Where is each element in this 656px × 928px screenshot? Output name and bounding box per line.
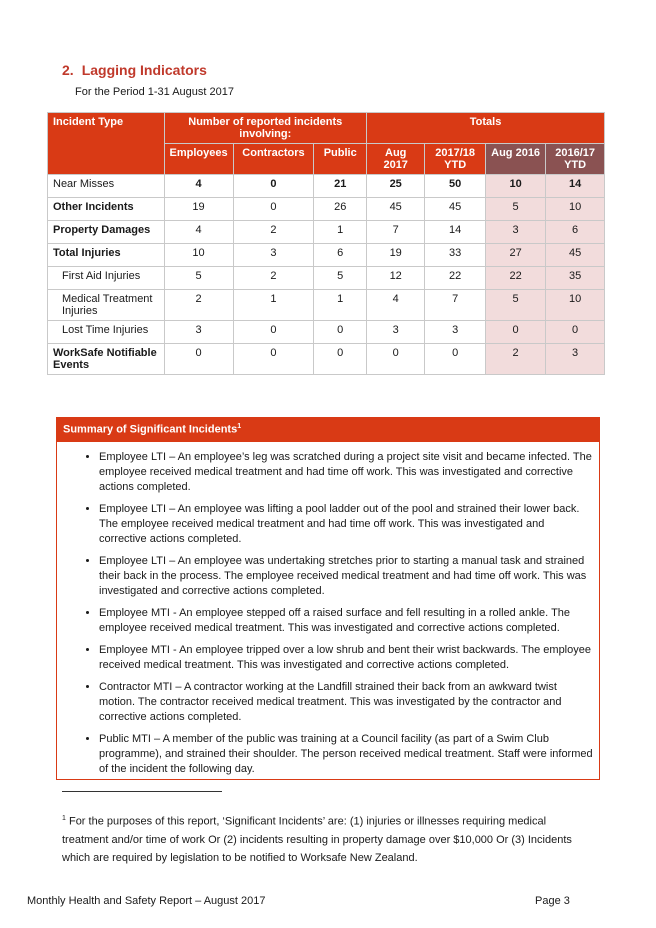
significant-incidents-box — [56, 417, 600, 780]
section-title: Lagging Indicators — [81, 62, 207, 78]
cell: 0 — [314, 344, 367, 375]
footnote-ref: 1 — [237, 423, 242, 430]
table-row — [48, 321, 605, 344]
row-label: Medical Treatment Injuries — [48, 290, 165, 321]
cell: 0 — [164, 344, 233, 375]
cell: 33 — [425, 244, 486, 267]
cell: 2 — [233, 267, 314, 290]
row-label: First Aid Injuries — [48, 267, 165, 290]
cell: 3 — [367, 321, 425, 344]
cell: 7 — [425, 290, 486, 321]
cell: 10 — [546, 198, 605, 221]
summary-heading — [57, 418, 599, 442]
cell: 0 — [233, 321, 314, 344]
header-incident-type: Incident Type — [48, 113, 165, 175]
cell: 0 — [425, 344, 486, 375]
cell: 5 — [164, 267, 233, 290]
row-label: Lost Time Injuries — [48, 321, 165, 344]
header-reported: Number of reported incidents involving: — [164, 113, 367, 144]
cell: 2 — [233, 221, 314, 244]
incident-list — [57, 450, 599, 777]
cell: 2 — [486, 344, 546, 375]
cell: 10 — [546, 290, 605, 321]
cell: 22 — [425, 267, 486, 290]
cell: 5 — [314, 267, 367, 290]
cell: 19 — [367, 244, 425, 267]
page-number: Page 3 — [535, 895, 570, 907]
cell: 6 — [546, 221, 605, 244]
cell: 3 — [425, 321, 486, 344]
list-item: • Contractor MTI – A contractor working at the Landfill strained their back from an awkward twist motion. The contractor received medical treatment. This was investigated by the contractor and corrective actions completed. — [99, 680, 593, 725]
subheader-public: Public — [314, 144, 367, 175]
table-row — [48, 221, 605, 244]
cell: 4 — [164, 221, 233, 244]
cell: 50 — [425, 175, 486, 198]
cell: 25 — [367, 175, 425, 198]
row-label: Near Misses — [48, 175, 165, 198]
section-heading — [62, 62, 207, 78]
cell: 5 — [486, 290, 546, 321]
header-totals: Totals — [367, 113, 605, 144]
cell: 7 — [367, 221, 425, 244]
cell: 2 — [164, 290, 233, 321]
list-item: • Employee LTI – An employee’s leg was scratched during a project site visit and became infected. The employee received medical treatment and had time off work. This was investigated and corrective actions completed. — [99, 450, 593, 495]
row-label: Total Injuries — [48, 244, 165, 267]
subheader-contractors: Contractors — [233, 144, 314, 175]
cell: 4 — [164, 175, 233, 198]
row-label: Other Incidents — [48, 198, 165, 221]
footer-title: Monthly Health and Safety Report – August 2017 — [27, 895, 266, 907]
list-item: • Employee LTI – An employee was lifting a pool ladder out of the pool and strained their lower back. The employee received medical treatment and had time off work. This was investigated and corrective actions completed. — [99, 502, 593, 547]
cell: 1 — [314, 221, 367, 244]
cell: 3 — [233, 244, 314, 267]
subheader-2017-18-ytd: 2017/18 YTD — [425, 144, 486, 175]
table-row — [48, 290, 605, 321]
list-item: • Employee LTI – An employee was undertaking stretches prior to starting a manual task and strained their back in the process. The employee received medical treatment and had time off work. This was investigated and corrective actions completed. — [99, 554, 593, 599]
cell: 0 — [486, 321, 546, 344]
footnote-number: 1 — [62, 815, 66, 822]
row-label: WorkSafe Notifiable Events — [48, 344, 165, 375]
cell: 22 — [486, 267, 546, 290]
cell: 0 — [367, 344, 425, 375]
cell: 6 — [314, 244, 367, 267]
cell: 0 — [233, 344, 314, 375]
cell: 12 — [367, 267, 425, 290]
list-item: • Employee MTI - An employee stepped off a raised surface and fell resulting in a rolled ankle. The employee received medical treatment. This was investigated and corrective actions completed. — [99, 606, 593, 636]
section-number: 2. — [62, 62, 74, 78]
period-text: For the Period 1-31 August 2017 — [75, 86, 234, 98]
cell: 45 — [425, 198, 486, 221]
summary-title: Summary of Significant Incidents — [63, 423, 238, 436]
cell: 14 — [425, 221, 486, 244]
cell: 27 — [486, 244, 546, 267]
cell: 5 — [486, 198, 546, 221]
cell: 1 — [233, 290, 314, 321]
table-row — [48, 198, 605, 221]
footnote — [62, 810, 582, 867]
subheader-2016-17-ytd: 2016/17 YTD — [546, 144, 605, 175]
cell: 45 — [546, 244, 605, 267]
cell: 21 — [314, 175, 367, 198]
subheader-aug-2016: Aug 2016 — [486, 144, 546, 175]
cell: 0 — [233, 175, 314, 198]
footnote-divider — [62, 791, 222, 792]
cell: 19 — [164, 198, 233, 221]
subheader-employees: Employees — [164, 144, 233, 175]
footnote-text: For the purposes of this report, ‘Significant Incidents’ are: (1) injuries or illnesses requiring medical treatment and/or time of work Or (2) incidents resulting in property damage over $10,000 Or (3) Incidents which are required by legislation to be notified to Worksafe New Zealand. — [62, 815, 572, 864]
cell: 0 — [314, 321, 367, 344]
table-row — [48, 344, 605, 375]
cell: 35 — [546, 267, 605, 290]
cell: 3 — [546, 344, 605, 375]
cell: 10 — [486, 175, 546, 198]
cell: 26 — [314, 198, 367, 221]
cell: 14 — [546, 175, 605, 198]
list-item: • Employee MTI - An employee tripped over a low shrub and bent their wrist backwards. The employee received medical treatment. This was investigated and corrective actions completed. — [99, 643, 593, 673]
cell: 3 — [486, 221, 546, 244]
lagging-indicators-table — [47, 112, 605, 375]
row-label: Property Damages — [48, 221, 165, 244]
cell: 3 — [164, 321, 233, 344]
subheader-aug-2017: Aug 2017 — [367, 144, 425, 175]
cell: 1 — [314, 290, 367, 321]
cell: 4 — [367, 290, 425, 321]
table-row — [48, 267, 605, 290]
cell: 0 — [546, 321, 605, 344]
list-item: • Public MTI – A member of the public was training at a Council facility (as part of a Swim Club programme), and strained their shoulder. The person received medical treatment. Staff were informed of the incident the following day. — [99, 732, 593, 777]
table-row — [48, 175, 605, 198]
cell: 45 — [367, 198, 425, 221]
cell: 10 — [164, 244, 233, 267]
cell: 0 — [233, 198, 314, 221]
table-row — [48, 244, 605, 267]
